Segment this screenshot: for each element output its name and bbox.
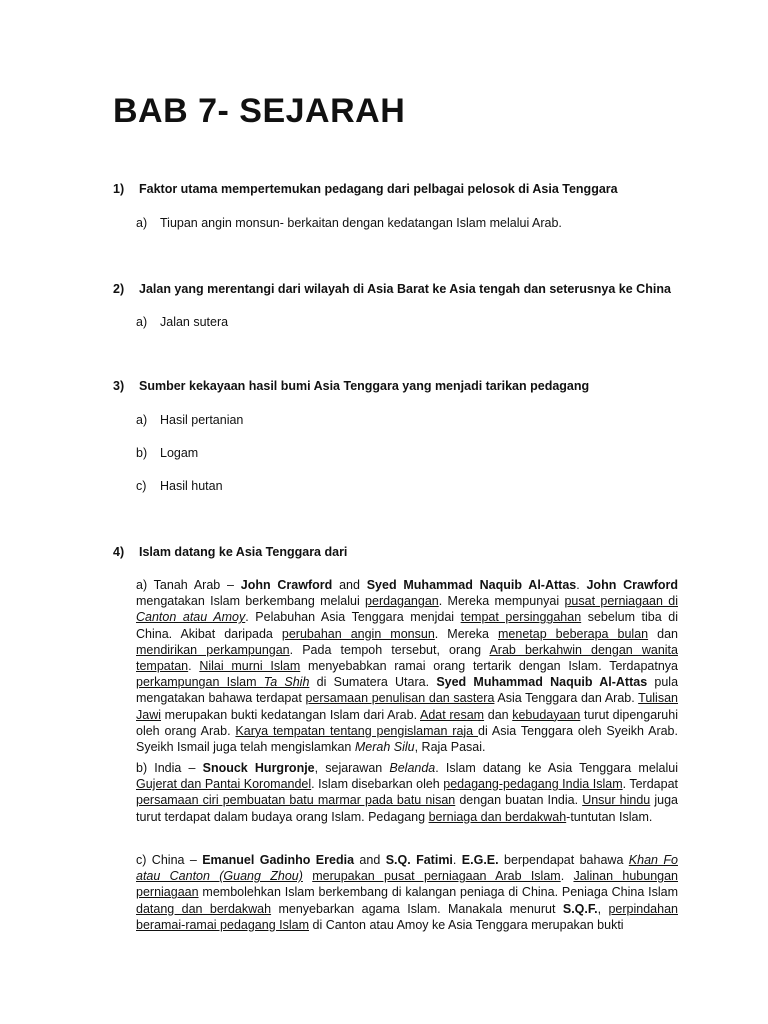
- key-term: perdagangan: [365, 594, 439, 609]
- para-text: c) China –: [136, 853, 203, 867]
- question-number: 3): [113, 379, 125, 393]
- para-text: sebelum tiba di China. Akibat daripada: [136, 610, 678, 641]
- key-term: Arab berkahwin dengan wanita tempatan: [136, 642, 678, 674]
- question-text: Sumber kekayaan hasil bumi Asia Tenggara yang menjadi tarikan pedagang: [139, 379, 590, 393]
- person-name: John Crawford: [240, 578, 333, 592]
- para-text: dan: [648, 626, 678, 641]
- answer-text: Jalan sutera: [160, 315, 229, 329]
- para-text: [303, 869, 312, 883]
- para-text: , sejarawan: [314, 761, 390, 775]
- para-text: . Islam disebarkan oleh: [311, 777, 444, 792]
- page-title: BAB 7- SEJARAH: [113, 92, 406, 130]
- para-text: .: [560, 869, 574, 884]
- para-text: b) India –: [136, 761, 203, 775]
- para-text: dengan buatan India.: [455, 793, 583, 808]
- person-name: Snouck Hurgronje: [202, 761, 315, 775]
- key-term: Nilai murni Islam: [199, 659, 301, 674]
- answer-label: b): [136, 446, 148, 460]
- key-term: pedagang-pedagang India Islam: [443, 777, 623, 792]
- para-text: Asia Tenggara dan Arab.: [494, 691, 639, 706]
- question-2: [113, 282, 671, 296]
- para-text: .: [452, 853, 462, 867]
- question-1: [113, 182, 618, 196]
- key-term: Jalinan hubungan perniagaan: [136, 869, 679, 900]
- para-text: dan: [484, 707, 513, 722]
- answer-1a: [136, 216, 562, 230]
- para-text: .: [576, 578, 587, 592]
- para-text: and: [354, 853, 386, 867]
- key-term: Gujerat dan Pantai Koromandel: [136, 777, 312, 792]
- para-text: pula mengatakan bahawa terdapat: [136, 675, 679, 706]
- answer-text: Hasil hutan: [160, 479, 223, 493]
- key-term: perubahan angin monsun: [281, 626, 435, 641]
- para-text: di Canton atau Amoy ke Asia Tenggara merupakan bukti: [309, 917, 624, 932]
- answer-3c: [136, 479, 223, 493]
- question-number: 2): [113, 282, 125, 296]
- key-term: perpindahan beramai-ramai pedagang Islam: [136, 901, 678, 932]
- answer-label: a): [136, 413, 148, 427]
- key-term: Canton atau Amoy: [136, 610, 246, 625]
- answer-3a: [136, 413, 243, 427]
- person-name: Emanuel Gadinho Eredia: [202, 853, 355, 867]
- para-text: . Mereka mempunyai: [438, 594, 565, 609]
- para-text: and: [332, 578, 367, 592]
- answer-text: Logam: [160, 446, 199, 460]
- para-text: . Pada tempoh tersebut, orang: [289, 642, 490, 657]
- para-text: di Asia Tenggara oleh Syeikh Arab. Syeikh Ismail juga telah mengislamkan: [136, 723, 678, 755]
- question-number: 1): [113, 182, 125, 196]
- para-text: . Islam datang ke Asia Tenggara melalui: [435, 761, 679, 775]
- answer-label: c): [136, 479, 147, 493]
- question-3: [113, 379, 589, 393]
- question-text: Islam datang ke Asia Tenggara dari: [139, 545, 348, 559]
- key-term: kebudayaan: [512, 707, 581, 722]
- para-text: . Pelabuhan Asia Tenggara menjdai: [245, 610, 461, 625]
- person-name: E.G.E.: [461, 853, 499, 867]
- key-term: Unsur hindu: [582, 793, 651, 808]
- para-text: menyebarkan agama Islam. Manakala menurut: [271, 901, 563, 916]
- para-text: . Mereka: [434, 626, 498, 641]
- key-term: Karya tempatan tentang pengislaman raja: [235, 723, 479, 738]
- para-text: menyebabkan ramai orang tertarik dengan Islam. Terdapatnya: [300, 659, 678, 674]
- question-4: [113, 545, 347, 559]
- key-term: menetap beberapa bulan: [498, 626, 649, 641]
- para-text: turut dipengaruhi oleh orang Arab.: [136, 707, 678, 738]
- key-term: persamaan penulisan dan sastera: [305, 691, 495, 706]
- answer-3b: [136, 446, 198, 460]
- question-text: Faktor utama mempertemukan pedagang dari pelbagai pelosok di Asia Tenggara: [139, 182, 618, 196]
- key-term: datang dan berdakwah: [136, 901, 272, 916]
- para-text: ,: [597, 901, 609, 916]
- question-number: 4): [113, 545, 125, 559]
- paragraph-china: [136, 852, 678, 933]
- person-name: Syed Muhammad Naquib Al-Attas: [366, 578, 577, 592]
- key-term: Adat resam: [420, 707, 485, 722]
- paragraph-tanah-arab: [136, 577, 678, 755]
- para-text: .: [188, 659, 200, 674]
- key-term: perkampungan Islam: [136, 675, 264, 690]
- para-text: juga turut terdapat dalam budaya orang Islam. Pedagang: [136, 793, 678, 824]
- person-name: S.Q.F.: [562, 901, 598, 916]
- para-text: . Terdapat: [622, 777, 678, 792]
- key-term: pusat perniagaan di: [564, 594, 678, 609]
- question-text: Jalan yang merentangi dari wilayah di Asia Barat ke Asia tengah dan seterusnya ke China: [139, 282, 671, 296]
- key-term: Ta Shih: [263, 675, 310, 690]
- person-name: John Crawford: [586, 578, 678, 592]
- answer-2a: [136, 315, 228, 329]
- para-text: a) Tanah Arab –: [136, 578, 241, 592]
- para-text: membolehkan Islam berkembang di kalangan peniaga di China. Peniaga China Islam: [198, 885, 678, 900]
- key-term: Khan Fo atau Canton (Guang Zhou): [136, 853, 678, 884]
- place-name: Merah Silu: [354, 740, 415, 755]
- answer-label: a): [136, 216, 148, 230]
- para-text: di Sumatera Utara.: [309, 675, 437, 690]
- key-term: Tulisan Jawi: [136, 691, 678, 722]
- key-term: berniaga dan berdakwah: [428, 809, 567, 824]
- para-text: mengatakan Islam berkembang melalui: [136, 594, 366, 609]
- para-text: , Raja Pasai.: [414, 740, 486, 755]
- person-name: S.Q. Fatimi: [385, 853, 453, 867]
- key-term: mendirikan perkampungan: [136, 642, 290, 657]
- answer-text: Tiupan angin monsun- berkaitan dengan kedatangan Islam melalui Arab.: [160, 216, 562, 230]
- para-text: -tuntutan Islam.: [566, 809, 653, 824]
- answer-text: Hasil pertanian: [160, 413, 244, 427]
- para-text: merupakan bukti kedatangan Islam dari Arab.: [161, 707, 420, 722]
- para-text: berpendapat bahawa: [498, 853, 629, 867]
- key-term: merupakan pusat perniagaan Arab Islam: [312, 869, 561, 884]
- place-name: Belanda: [389, 761, 436, 775]
- paragraph-india: [136, 760, 678, 825]
- answer-label: a): [136, 315, 148, 329]
- key-term: persamaan ciri pembuatan batu marmar pada batu nisan: [136, 793, 456, 808]
- person-name: Syed Muhammad Naquib Al-Attas: [436, 675, 648, 690]
- key-term: tempat persinggahan: [460, 610, 582, 625]
